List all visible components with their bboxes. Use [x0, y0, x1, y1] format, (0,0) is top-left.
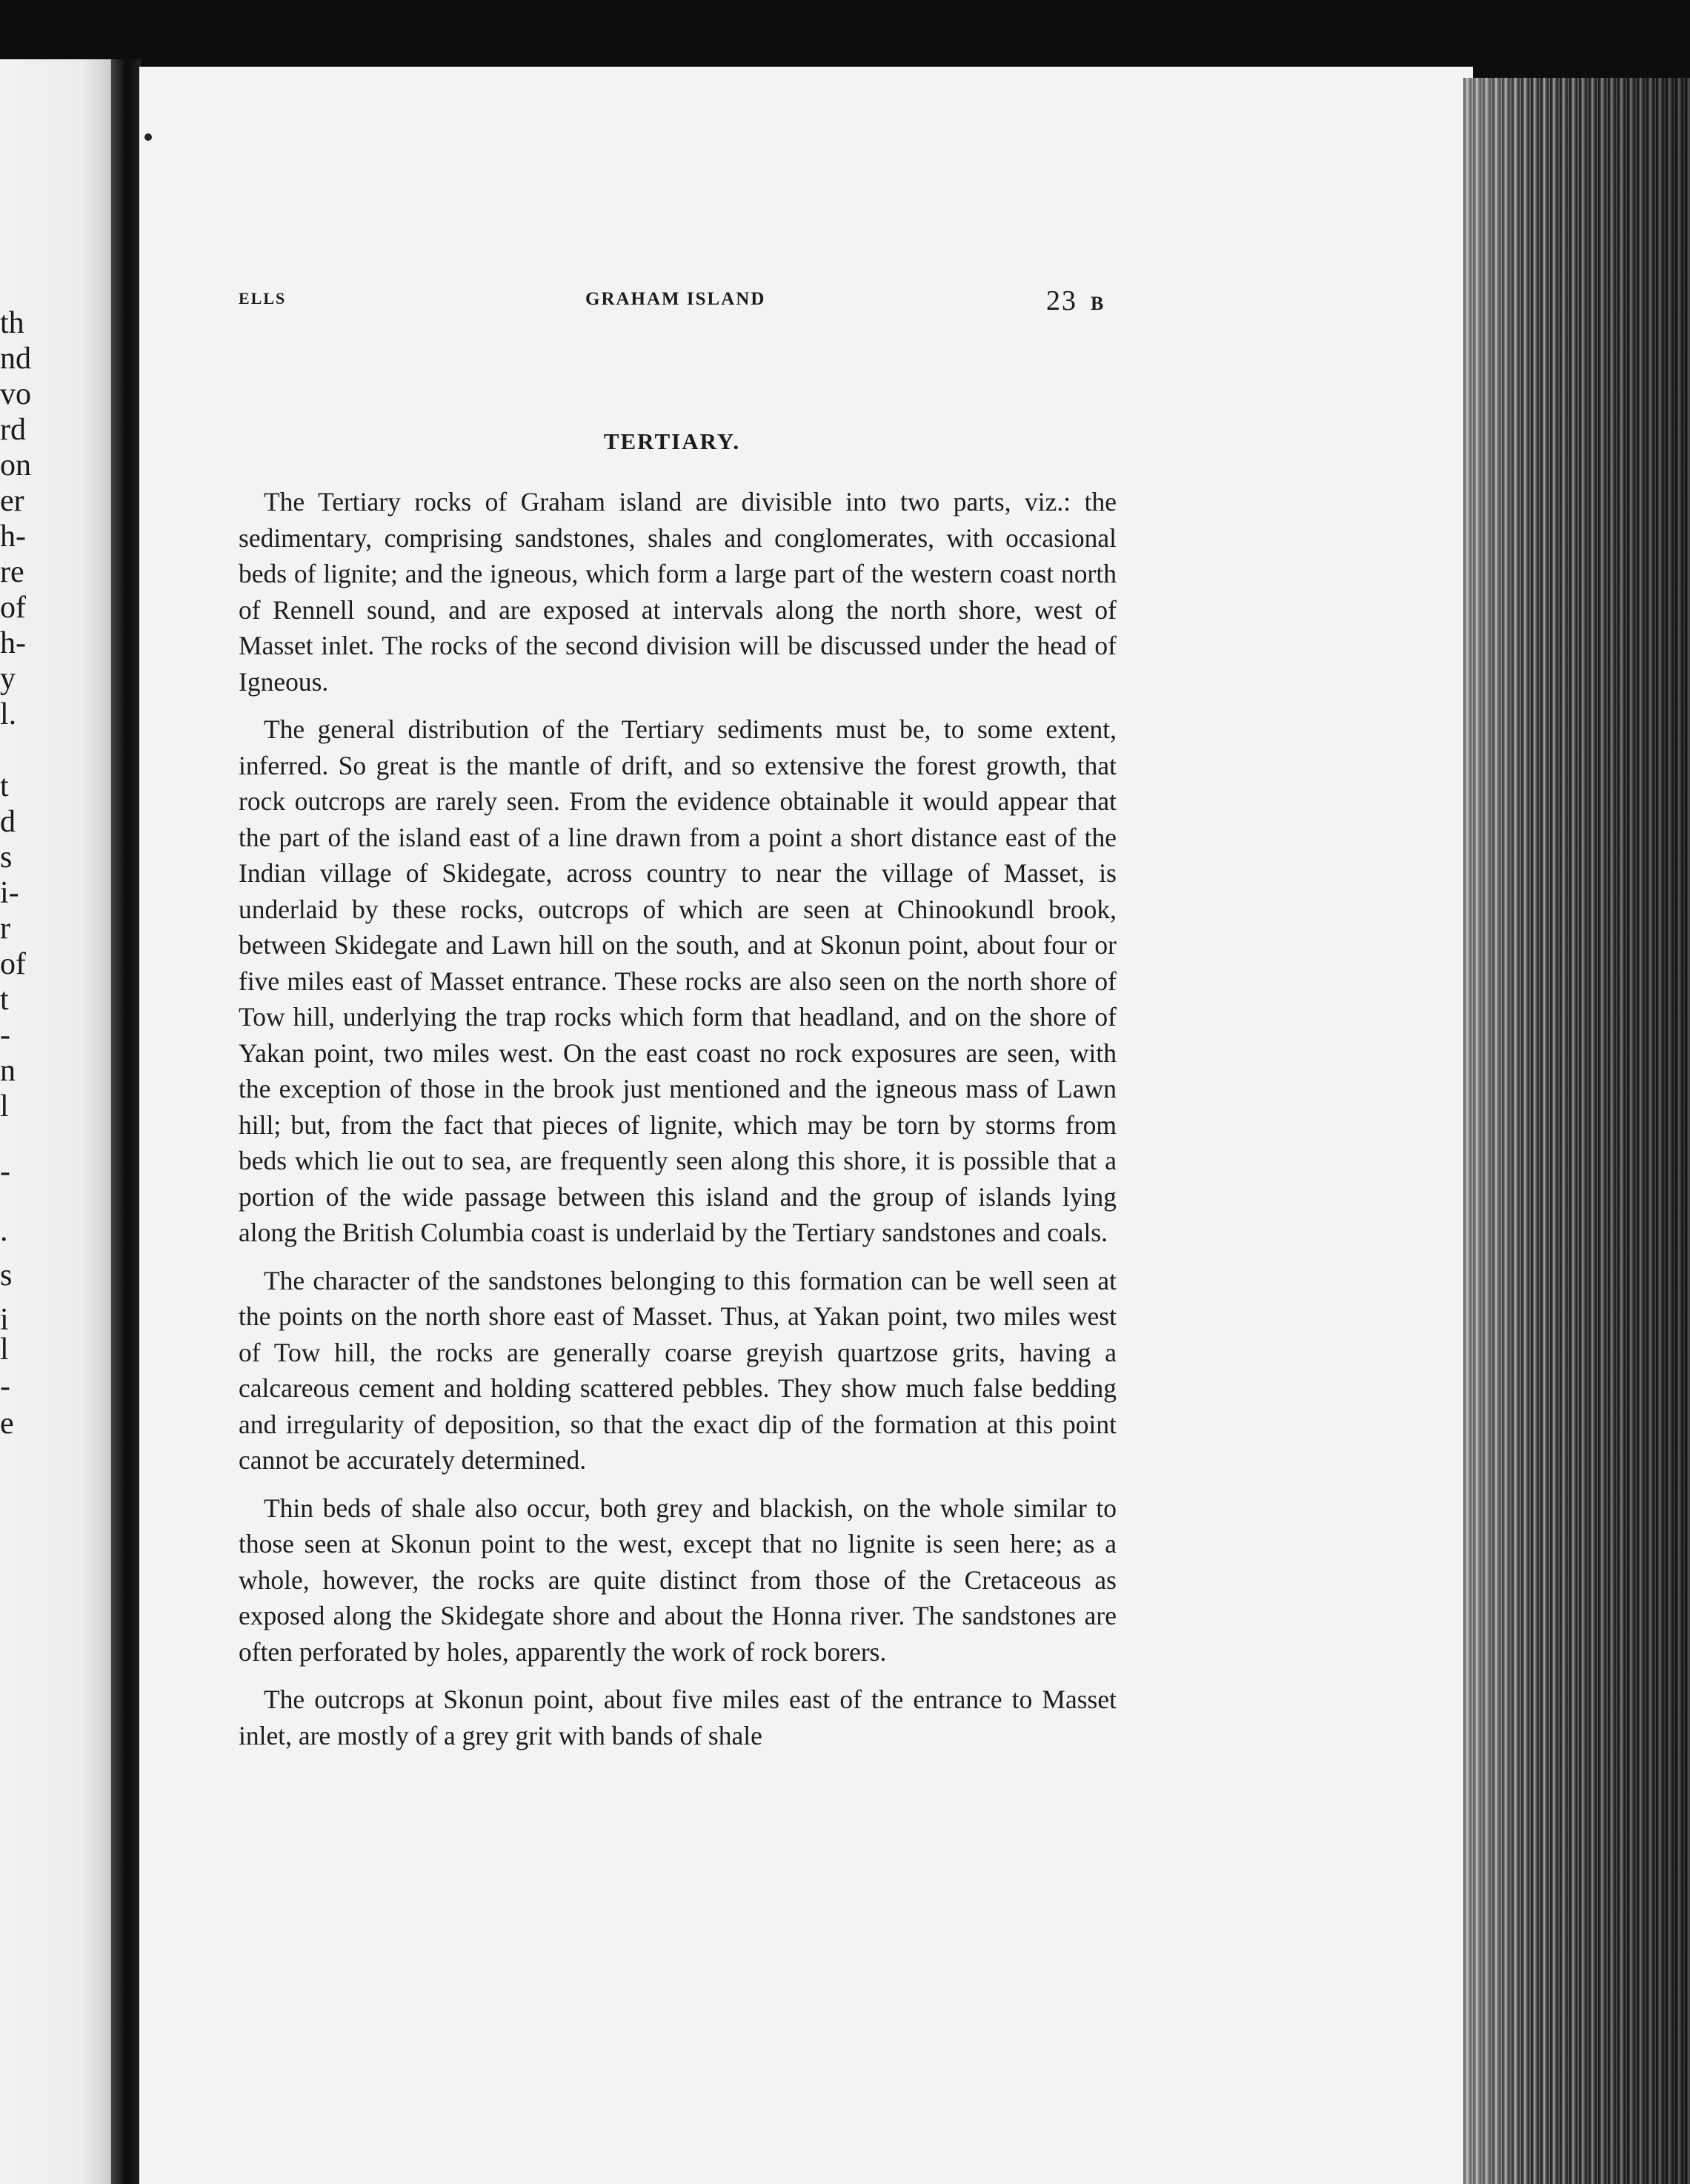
facing-page-fragment: t: [0, 983, 9, 1017]
facing-page-fragment: nd: [0, 342, 31, 376]
facing-page-fragment: i: [0, 1303, 9, 1337]
facing-page-fragment: of: [0, 591, 26, 625]
page-number: [1046, 285, 1105, 317]
facing-page-fragment: h-: [0, 626, 26, 660]
facing-page-fragment: -: [0, 1155, 10, 1189]
facing-page-fragment: on: [0, 448, 31, 482]
facing-page-fragment: h-: [0, 520, 26, 554]
facing-page-fragment: re: [0, 555, 24, 589]
running-head-author: ELLS: [239, 289, 287, 308]
facing-page-fragment: .: [0, 1214, 8, 1248]
paragraph: Thin beds of shale also occur, both grey and blackish, on the whole similar to those seen at Skonun point to the west, except that no lignite is seen here; as a whole, however, the rocks are quite distinct from those of the Cretaceous as exposed along the Skidegate shore and about the Honna river. The sandstones are often perforated by holes, apparently the work of rock borers.: [239, 1493, 1117, 1667]
facing-page-fragment: l: [0, 1332, 9, 1367]
facing-page-fragment: y: [0, 662, 16, 696]
facing-page-fragment: e: [0, 1407, 14, 1441]
facing-page-fragment: th: [0, 306, 24, 340]
facing-page-fragment: t: [0, 769, 9, 803]
facing-page-fragment: -: [0, 1018, 10, 1052]
paragraph: The general distribution of the Tertiary sediments must be, to some extent, inferred. So great is the mantle of drift, and so extensive the forest growth, that rock outcrops are rarely seen. From the evidence obtainable it would appear that the part of the island east of a line drawn from a point a short distance east of the Indian village of Skidegate, across country to near the village of Masset, is underlaid by these rocks, outcrops of which are seen at Chinookundl brook, between Skidegate and Lawn hill on the south, and at Skonun point, about four or five miles east of Masset entrance. These rocks are also seen on the north shore of Tow hill, underlying the trap rocks which form that headland, and on the shore of Yakan point, two miles west. On the east coast no rock exposures are seen, with the exception of those in the brook just mentioned and the igneous mass of Lawn hill; but, from the fact that pieces of lignite, which may be torn by storms from beds which lie out to sea, are frequently seen along this shore, it is possible that a portion of the wide passage between this island and the group of islands lying along the British Columbia coast is underlaid by the Tertiary sandstones and coals.: [239, 714, 1117, 1247]
body-text: [239, 484, 1117, 1765]
facing-page: [0, 59, 119, 2184]
facing-page-fragment: -: [0, 1370, 10, 1404]
page-edges-shade: [1463, 78, 1690, 2184]
paragraph: The Tertiary rocks of Graham island are divisible into two parts, viz.: the sedimentary, comprising sandstones, shales and conglomerates, with occasional beds of lignite; and the igneous, which form a large part of the western coast north of Rennell sound, and are exposed at intervals along the north shore, west of Masset inlet. The rocks of the second division will be discussed under the head of Igneous.: [239, 487, 1117, 697]
facing-page-fragment: d: [0, 805, 16, 839]
running-head-title: GRAHAM ISLAND: [585, 289, 766, 309]
facing-page-fragment: r: [0, 912, 10, 946]
page-speck: [144, 133, 152, 141]
facing-page-fragment: rd: [0, 413, 26, 447]
paragraph: The outcrops at Skonun point, about five miles east of the entrance to Masset inlet, are mostly of a grey grit with bands of shale: [239, 1685, 1117, 1750]
facing-page-fragment: s: [0, 1258, 13, 1292]
facing-page-fragment: n: [0, 1054, 16, 1088]
running-head: [239, 285, 1128, 326]
section-title: TERTIARY.: [603, 428, 741, 454]
facing-page-fragment: er: [0, 484, 24, 518]
facing-page-fragment: l.: [0, 697, 17, 731]
facing-page-fragment: l: [0, 1089, 9, 1123]
facing-page-fragment: s: [0, 840, 13, 874]
book-gutter: [111, 59, 141, 2184]
paragraph: The character of the sandstones belonging to this formation can be well seen at the points on the north shore east of Masset. Thus, at Yakan point, two miles west of Tow hill, the rocks are generally coarse greyish quartzose grits, having a calcareous cement and holding scattered pebbles. They show much false bedding and irregularity of deposition, so that the exact dip of the formation at this point cannot be accurately determined.: [239, 1265, 1117, 1475]
facing-page-fragment: i-: [0, 876, 19, 910]
page-number-value: 23: [1046, 285, 1077, 316]
facing-page-fragment: of: [0, 947, 26, 981]
page-number-suffix: B: [1091, 293, 1105, 314]
facing-page-fragment: vo: [0, 377, 31, 411]
